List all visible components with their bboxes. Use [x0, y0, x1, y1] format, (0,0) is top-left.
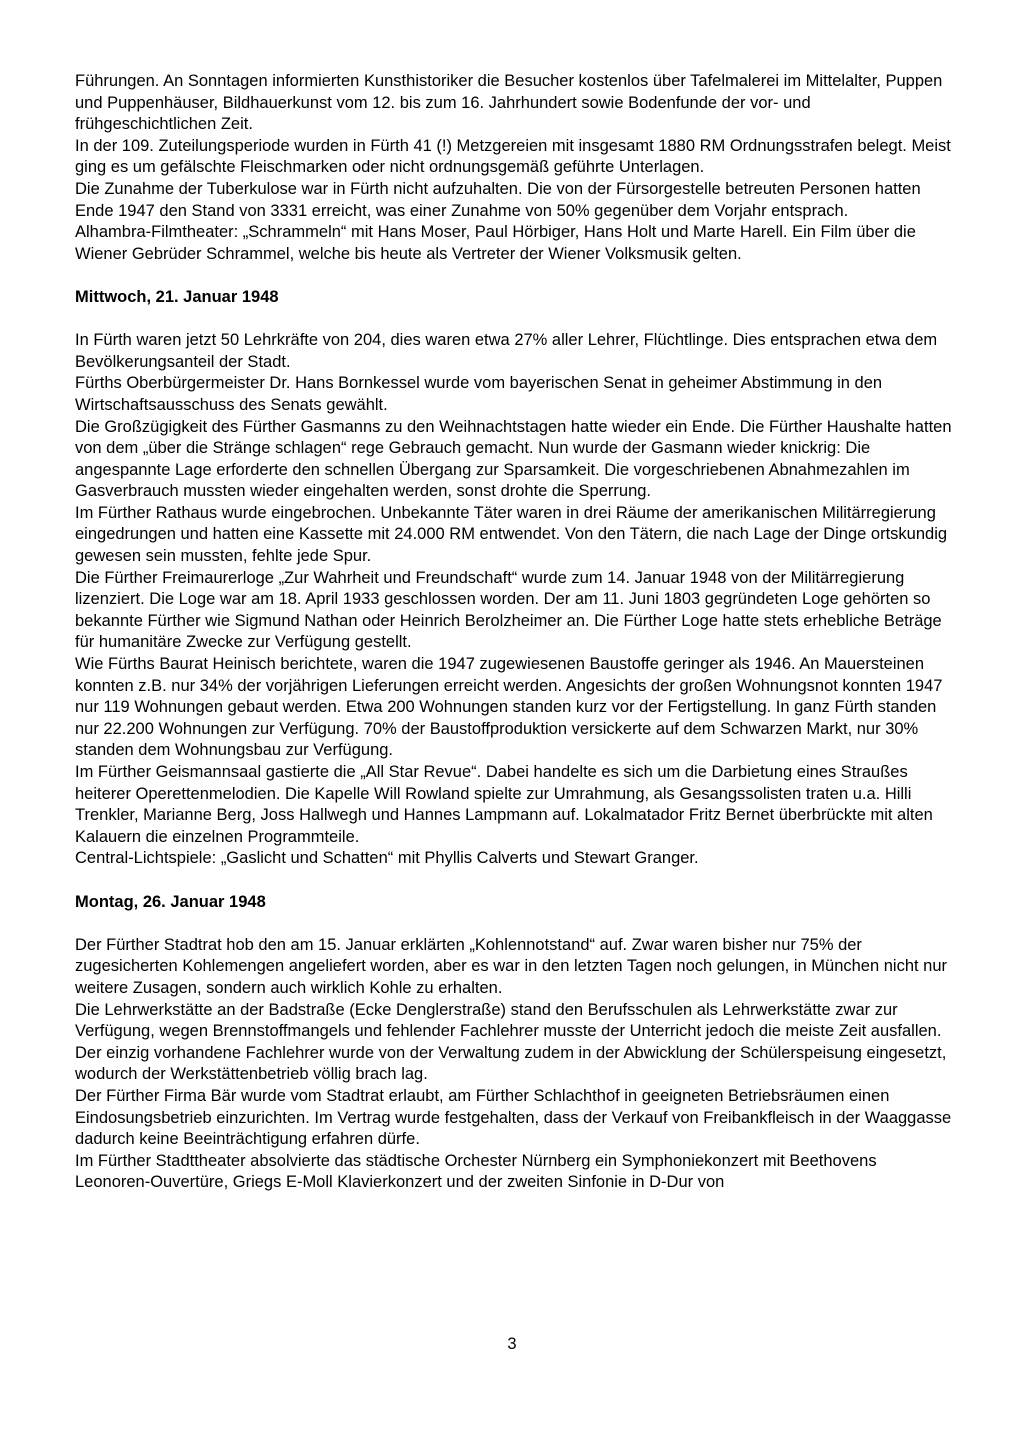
paragraph: In Fürth waren jetzt 50 Lehrkräfte von 204, dies waren etwa 27% aller Lehrer, Flüchtlinge. Dies entsprachen etwa dem Bevölkerungsanteil der Stadt. — [75, 331, 938, 371]
paragraph: Führungen. An Sonntagen informierten Kunsthistoriker die Besucher kostenlos über Tafelmalerei im Mittelalter, Puppen und Puppenhäuser, Bildhauerkunst vom 12. bis zum 16. Jahrhundert sowie Bodenfunde der vor- und frühgeschichtlichen Zeit. — [75, 72, 943, 134]
paragraph: Die Lehrwerkstätte an der Badstraße (Ecke Denglerstraße) stand den Berufsschulen als Lehrwerkstätte zwar zur Verfügung, wegen Brennstoffmangels und fehlender Fachlehrer musste der Unterricht jedoch die meiste Zeit ausfallen. Der einzig vorhandene Fachlehrer wurde von der Verwaltung zudem in der Abwicklung der Schülerspeisung eingesetzt, wodurch der Werkstättenbetrieb völlig brach lag. — [75, 1000, 947, 1084]
page-number: 3 — [507, 1335, 517, 1353]
document-content — [75, 71, 953, 1194]
paragraph: Central-Lichtspiele: „Gaslicht und Schatten“ mit Phyllis Calverts und Stewart Granger. — [75, 849, 699, 868]
section-heading-montag-26-januar-1948: Montag, 26. Januar 1948 — [75, 892, 266, 911]
paragraph: In der 109. Zuteilungsperiode wurden in Fürth 41 (!) Metzgereien mit insgesamt 1880 RM Ordnungsstrafen belegt. Meist ging es um gefälschte Fleischmarken oder nicht ordnungsgemäß geführte Unterlagen. — [75, 136, 951, 177]
paragraph: Im Fürther Rathaus wurde eingebrochen. Unbekannte Täter waren in drei Räume der amerikanischen Militärregierung eingedrungen und hatten eine Kassette mit 24.000 RM entwendet. Von den Tätern, die nach Lage der Dinge ortskundig gewesen sein mussten, fehlte jede Spur. — [75, 503, 948, 566]
paragraph: Fürths Oberbürgermeister Dr. Hans Bornkessel wurde vom bayerischen Senat in geheimer Abstimmung in den Wirtschaftsausschuss des Senats gewählt. — [75, 374, 883, 414]
paragraph: Im Fürther Stadttheater absolvierte das städtische Orchester Nürnberg ein Symphoniekonzert mit Beethovens Leonoren-Ouvertüre, Griegs E-Moll Klavierkonzert und der zweiten Sinfonie in D-Dur von — [75, 1151, 877, 1192]
paragraph: Wie Fürths Baurat Heinisch berichtete, waren die 1947 zugewiesenen Baustoffe geringer als 1946. An Mauersteinen konnten z.B. nur 34% der vorjährigen Lieferungen erreicht werden. Angesichts der großen Wohnungsnot konnten 1947 nur 119 Wohnungen gebaut werden. Etwa 200 Wohnungen standen kurz vor der Fertigstellung. In ganz Fürth standen nur 22.200 Wohnungen zur Verfügung. 70% der Baustoffproduktion versickerte auf dem Schwarzen Markt, nur 30% standen dem Wohnungsbau zur Verfügung. — [75, 655, 943, 760]
paragraph: Der Fürther Stadtrat hob den am 15. Januar erklärten „Kohlennotstand“ auf. Zwar waren bisher nur 75% der zugesicherten Kohlemengen angeliefert worden, aber es war in den letzten Tagen noch gelungen, in München nicht nur weitere Zusagen, sondern auch wirklich Kohle zu erhalten. — [75, 935, 948, 997]
paragraph: Die Zunahme der Tuberkulose war in Fürth nicht aufzuhalten. Die von der Fürsorgestelle betreuten Personen hatten Ende 1947 den Stand von 3331 erreicht, was einer Zunahme von 50% gegenüber dem Vorjahr entsprach. — [75, 179, 921, 220]
paragraph: Im Fürther Geismannsaal gastierte die „All Star Revue“. Dabei handelte es sich um die Darbietung eines Straußes heiterer Operettenmelodien. Die Kapelle Will Rowland spielte zur Umrahmung, als Gesangssolisten traten u.a. Hilli Trenkler, Marianne Berg, Joss Hallwegh und Hannes Lampmann auf. Lokalmatador Fritz Bernet überbrückte mit alten Kalauern die einzelnen Programmteile. — [75, 763, 933, 846]
paragraph: Die Fürther Freimaurerloge „Zur Wahrheit und Freundschaft“ wurde zum 14. Januar 1948 von der Militärregierung lizenziert. Die Loge war am 18. April 1933 geschlossen worden. Der am 11. Juni 1803 gegründeten Loge gehörten so bekannte Fürther wie Sigmund Nathan oder Heinrich Berolzheimer an. Die Fürther Loge hatte stets erhebliche Beträge für humanitäre Zwecke zur Verfügung gestellt. — [75, 568, 942, 652]
paragraph: Die Großzügigkeit des Fürther Gasmanns zu den Weihnachtstagen hatte wieder ein Ende. Die Fürther Haushalte hatten von dem „über die Stränge schlagen“ rege Gebrauch gemacht. Nun wurde der Gasmann wieder knickrig: Die angespannte Lage erforderte den schnellen Übergang zur Sparsamkeit. Die vorgeschriebenen Abnahmezahlen im Gasverbrauch mussten wieder eingehalten werden, sonst drohte die Sperrung. — [75, 417, 952, 501]
paragraph: Alhambra-Filmtheater: „Schrammeln“ mit Hans Moser, Paul Hörbiger, Hans Holt und Marte Harell. Ein Film über die Wiener Gebrüder Schrammel, welche bis heute als Vertreter der Wiener Volksmusik gelten. — [75, 223, 916, 263]
section-heading-mittwoch-21-januar-1948: Mittwoch, 21. Januar 1948 — [75, 287, 279, 306]
paragraph: Der Fürther Firma Bär wurde vom Stadtrat erlaubt, am Fürther Schlachthof in geeigneten Betriebsräumen einen Eindosungsbetrieb einzurichten. Im Vertrag wurde festgehalten, dass der Verkauf von Freibankfleisch in der Waaggasse dadurch keine Beeinträchtigung erfahren dürfe. — [75, 1086, 952, 1149]
